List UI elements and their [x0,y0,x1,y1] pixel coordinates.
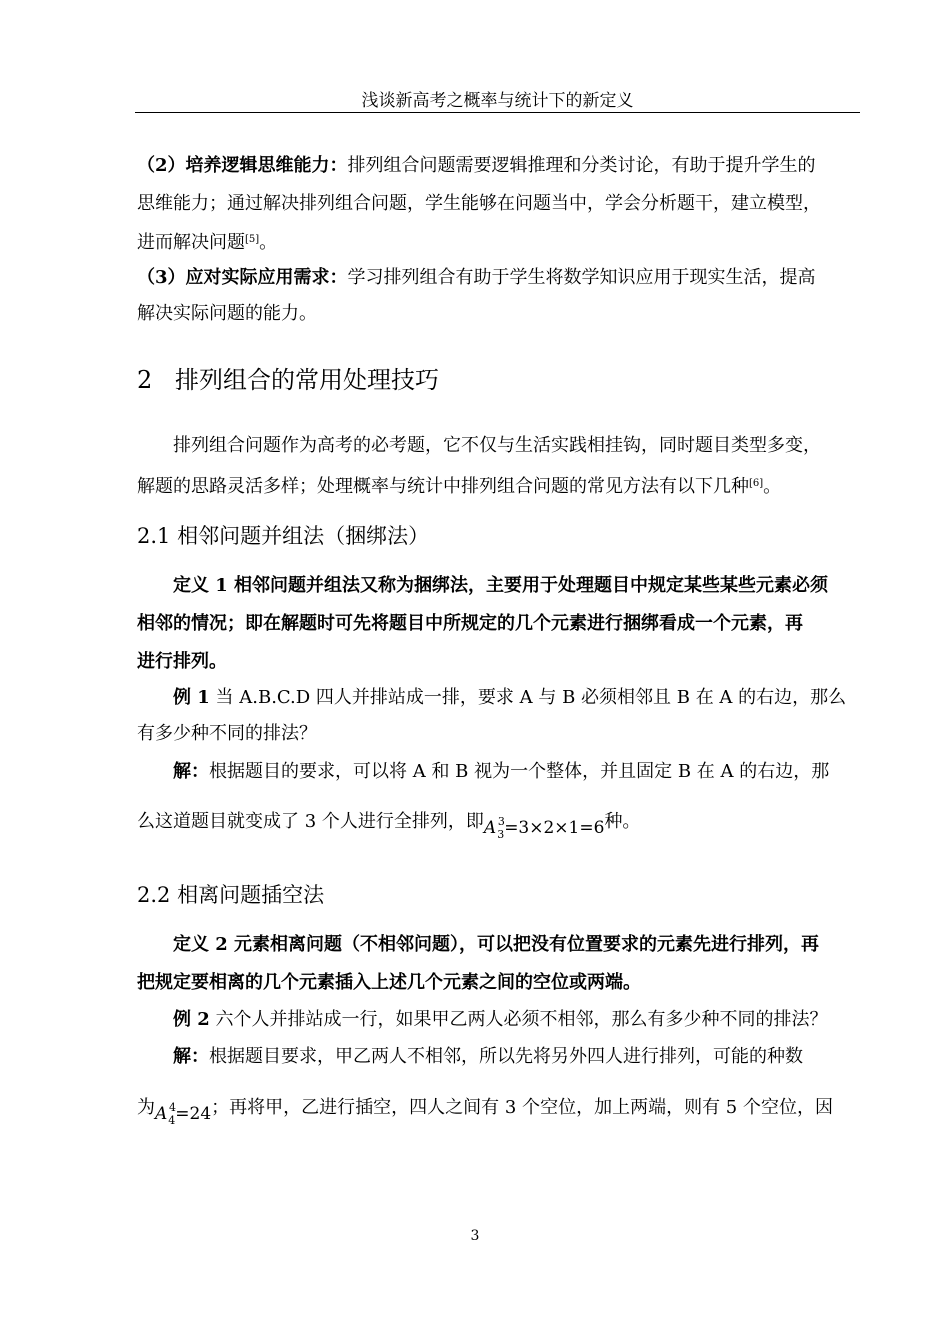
solution2-text2: 为 [137,1097,155,1118]
permutation-formula [155,1101,212,1127]
example2-label: 例 2 [173,1009,210,1030]
item2-line3 [137,226,277,257]
perm-base: A [155,1104,168,1124]
page-number: 3 [470,1228,480,1244]
solution1-line1 [173,758,829,786]
permutation-formula [483,815,605,841]
formula-rest: =24 [175,1104,212,1124]
definition2-line1: 定义 2 元素相离问题（不相邻问题），可以把没有位置要求的元素先进行排列，再 [173,934,820,955]
example2-line1 [173,1006,828,1034]
example2-text1: 六个人并排站成一行，如果甲乙两人必须不相邻，那么有多少种不同的排法？ [209,1009,828,1030]
example1-text1: 当 A.B.C.D 四人并排站成一排，要求 A 与 B 必须相邻且 B 在 A 的右边，那么 [209,687,847,708]
perm-sub: 4 [168,1114,176,1127]
solution2-line2 [137,1094,833,1127]
item3-line2: 解决实际问题的能力。 [137,303,317,324]
section2-intro-end: 。 [763,476,782,497]
item2-line2: 思维能力；通过解决排列组合问题，学生能够在问题当中，学会分析题干，建立模型， [137,193,821,214]
subsection-heading-2-2: 2.2 相离问题插空法 [137,883,325,907]
solution2-text1: 根据题目要求，甲乙两人不相邻，所以先将另外四人进行排列，可能的种数 [209,1046,803,1067]
solution2-line1 [173,1043,803,1071]
item3-line1 [137,264,816,292]
citation-ref: [5] [245,234,260,245]
solution1-label: 解： [173,761,209,782]
item2-line1 [137,152,816,180]
example1-label: 例 1 [173,687,210,708]
definition2-line2: 把规定要相离的几个元素插入上述几个元素之间的空位或两端。 [137,972,641,993]
formula-rest: =3×2×1=6 [504,818,605,838]
solution2-label: 解： [173,1046,209,1067]
section-heading [137,364,439,396]
solution1-line2 [137,808,641,841]
perm-sub: 3 [497,828,505,841]
item3-label: （3）应对实际应用需求： [137,267,348,288]
example1-line2: 有多少种不同的排法？ [137,723,317,744]
section2-intro-line1: 排列组合问题作为高考的必考题，它不仅与生活实践相挂钩，同时题目类型多变， [173,435,821,456]
section-title: 排列组合的常用处理技巧 [175,366,439,394]
solution1-text2: 么这道题目就变成了 3 个人进行全排列，即 [137,811,484,832]
example1-line1 [173,684,846,712]
definition1-line3: 进行排列。 [137,651,227,672]
item2-text1: 排列组合问题需要逻辑推理和分类讨论，有助于提升学生的 [347,155,816,176]
solution1-text1: 根据题目的要求，可以将 A 和 B 视为一个整体，并且固定 B 在 A 的右边，那 [209,761,830,782]
definition1-line2: 相邻的情况；即在解题时可先将题目中所规定的几个元素进行捆绑看成一个元素，再 [137,613,803,634]
solution2-text2-end: ；再将甲，乙进行插空，四人之间有 3 个空位，加上两端，则有 5 个空位，因 [211,1097,833,1118]
section2-intro-text: 解题的思路灵活多样；处理概率与统计中排列组合问题的常见方法有以下几种 [137,476,749,497]
subsection-heading-2-1: 2.1 相邻问题并组法（捆绑法） [137,524,430,548]
definition1-line1: 定义 1 相邻问题并组法又称为捆绑法，主要用于处理题目中规定某些某些元素必须 [173,575,829,596]
perm-base: A [483,818,497,838]
perm-symbol [155,1100,175,1130]
section-number: 2 [137,366,153,394]
perm-sup: 4 [169,1101,176,1114]
citation-ref: [6] [749,478,764,489]
perm-symbol [484,814,504,844]
page-header: 浅谈新高考之概率与统计下的新定义 [135,90,860,113]
solution1-text2-end: 种。 [604,811,641,832]
item2-text3: 进而解决问题 [137,232,245,253]
section2-intro-line2 [137,470,781,501]
perm-sup: 3 [497,815,505,828]
item3-text1: 学习排列组合有助于学生将数学知识应用于现实生活，提高 [347,267,816,288]
item2-label: （2）培养逻辑思维能力： [137,155,348,176]
item2-end: 。 [259,232,278,253]
